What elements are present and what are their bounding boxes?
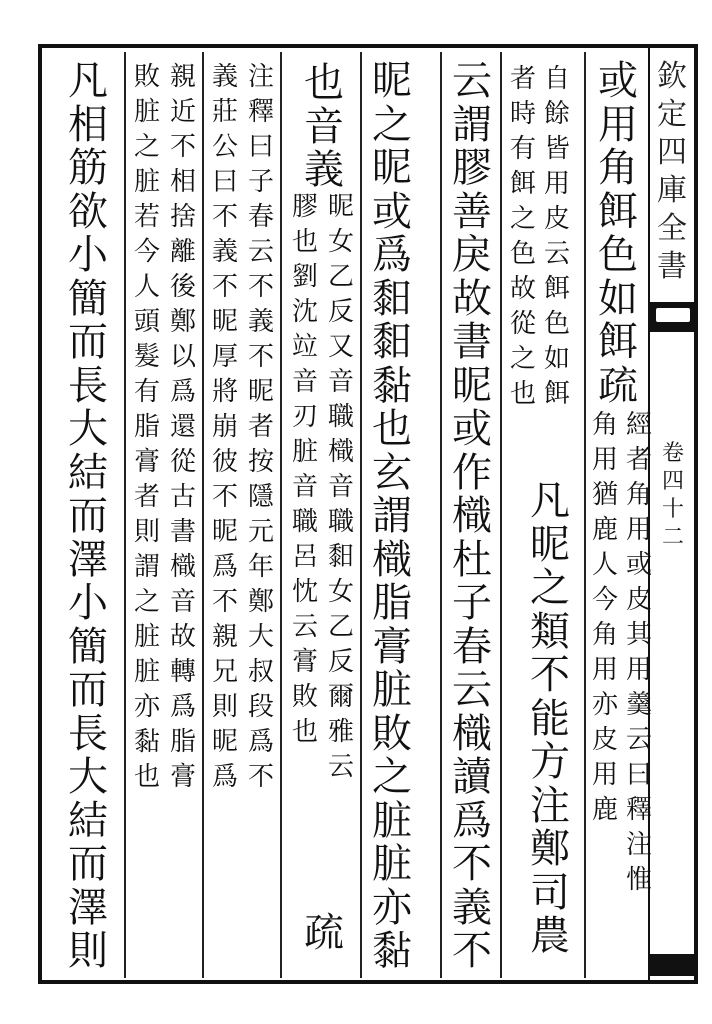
column-rule bbox=[280, 52, 282, 978]
text-column: 或用角餌色如餌疏 bbox=[598, 58, 638, 409]
text-column: 疏 bbox=[304, 910, 344, 956]
text-column: 凡昵之類不能方注鄭司農 bbox=[530, 478, 570, 959]
text-column-note: 注釋曰子春云不義不昵者按隱元年鄭大叔段爲不 bbox=[247, 62, 274, 792]
text-column-note: 角用猶鹿人今角用亦皮用鹿 bbox=[591, 410, 618, 825]
text-column-note: 敗脏之脏若今人頭髮有脂膏者則謂之脏脏亦黏也 bbox=[133, 62, 160, 792]
text-column: 也音義 bbox=[304, 60, 344, 193]
fishtail-mark-bottom bbox=[650, 954, 696, 976]
edge-volume: 卷四十二 bbox=[661, 441, 684, 550]
column-rule bbox=[360, 52, 362, 978]
column-rule bbox=[440, 52, 442, 978]
text-column-note: 者時有餌之色故從之也 bbox=[509, 64, 536, 409]
column-rule bbox=[500, 52, 502, 978]
text-column: 昵之昵或爲䵒䵒黏也玄謂樴脂膏脏敗之脏脏亦黏 bbox=[372, 58, 412, 974]
text-column: 云謂膠善戾故書昵或作樴杜子春云樴讀爲不義不 bbox=[452, 58, 492, 974]
text-column-note: 經者角用或皮其用羹云曰釋注惟 bbox=[625, 410, 652, 895]
text-column-note: 自餘皆用皮云餌色如餌 bbox=[543, 64, 570, 409]
edge-title: 欽定四庫全書 bbox=[657, 59, 687, 284]
column-rule bbox=[202, 52, 204, 978]
text-column-note: 親近不相捨離後鄭以爲還從古書樴音故轉爲脂膏 bbox=[169, 62, 196, 792]
column-rule bbox=[124, 52, 126, 978]
text-column-note: 昵女乙反又音職樴音職䵒女乙反爾雅云 bbox=[327, 192, 354, 782]
text-column: 凡相筋欲小簡而長大結而澤小簡而長大結而澤則 bbox=[68, 58, 108, 974]
column-rule bbox=[584, 52, 586, 978]
text-column-note: 義莊公曰不義不昵厚將崩彼不昵爲不親兄則昵爲 bbox=[211, 62, 238, 792]
text-column-note: 膠也劉沈竝音刃脏音職呂忱云膏敗也 bbox=[291, 192, 318, 747]
fishtail-mark bbox=[650, 302, 696, 332]
